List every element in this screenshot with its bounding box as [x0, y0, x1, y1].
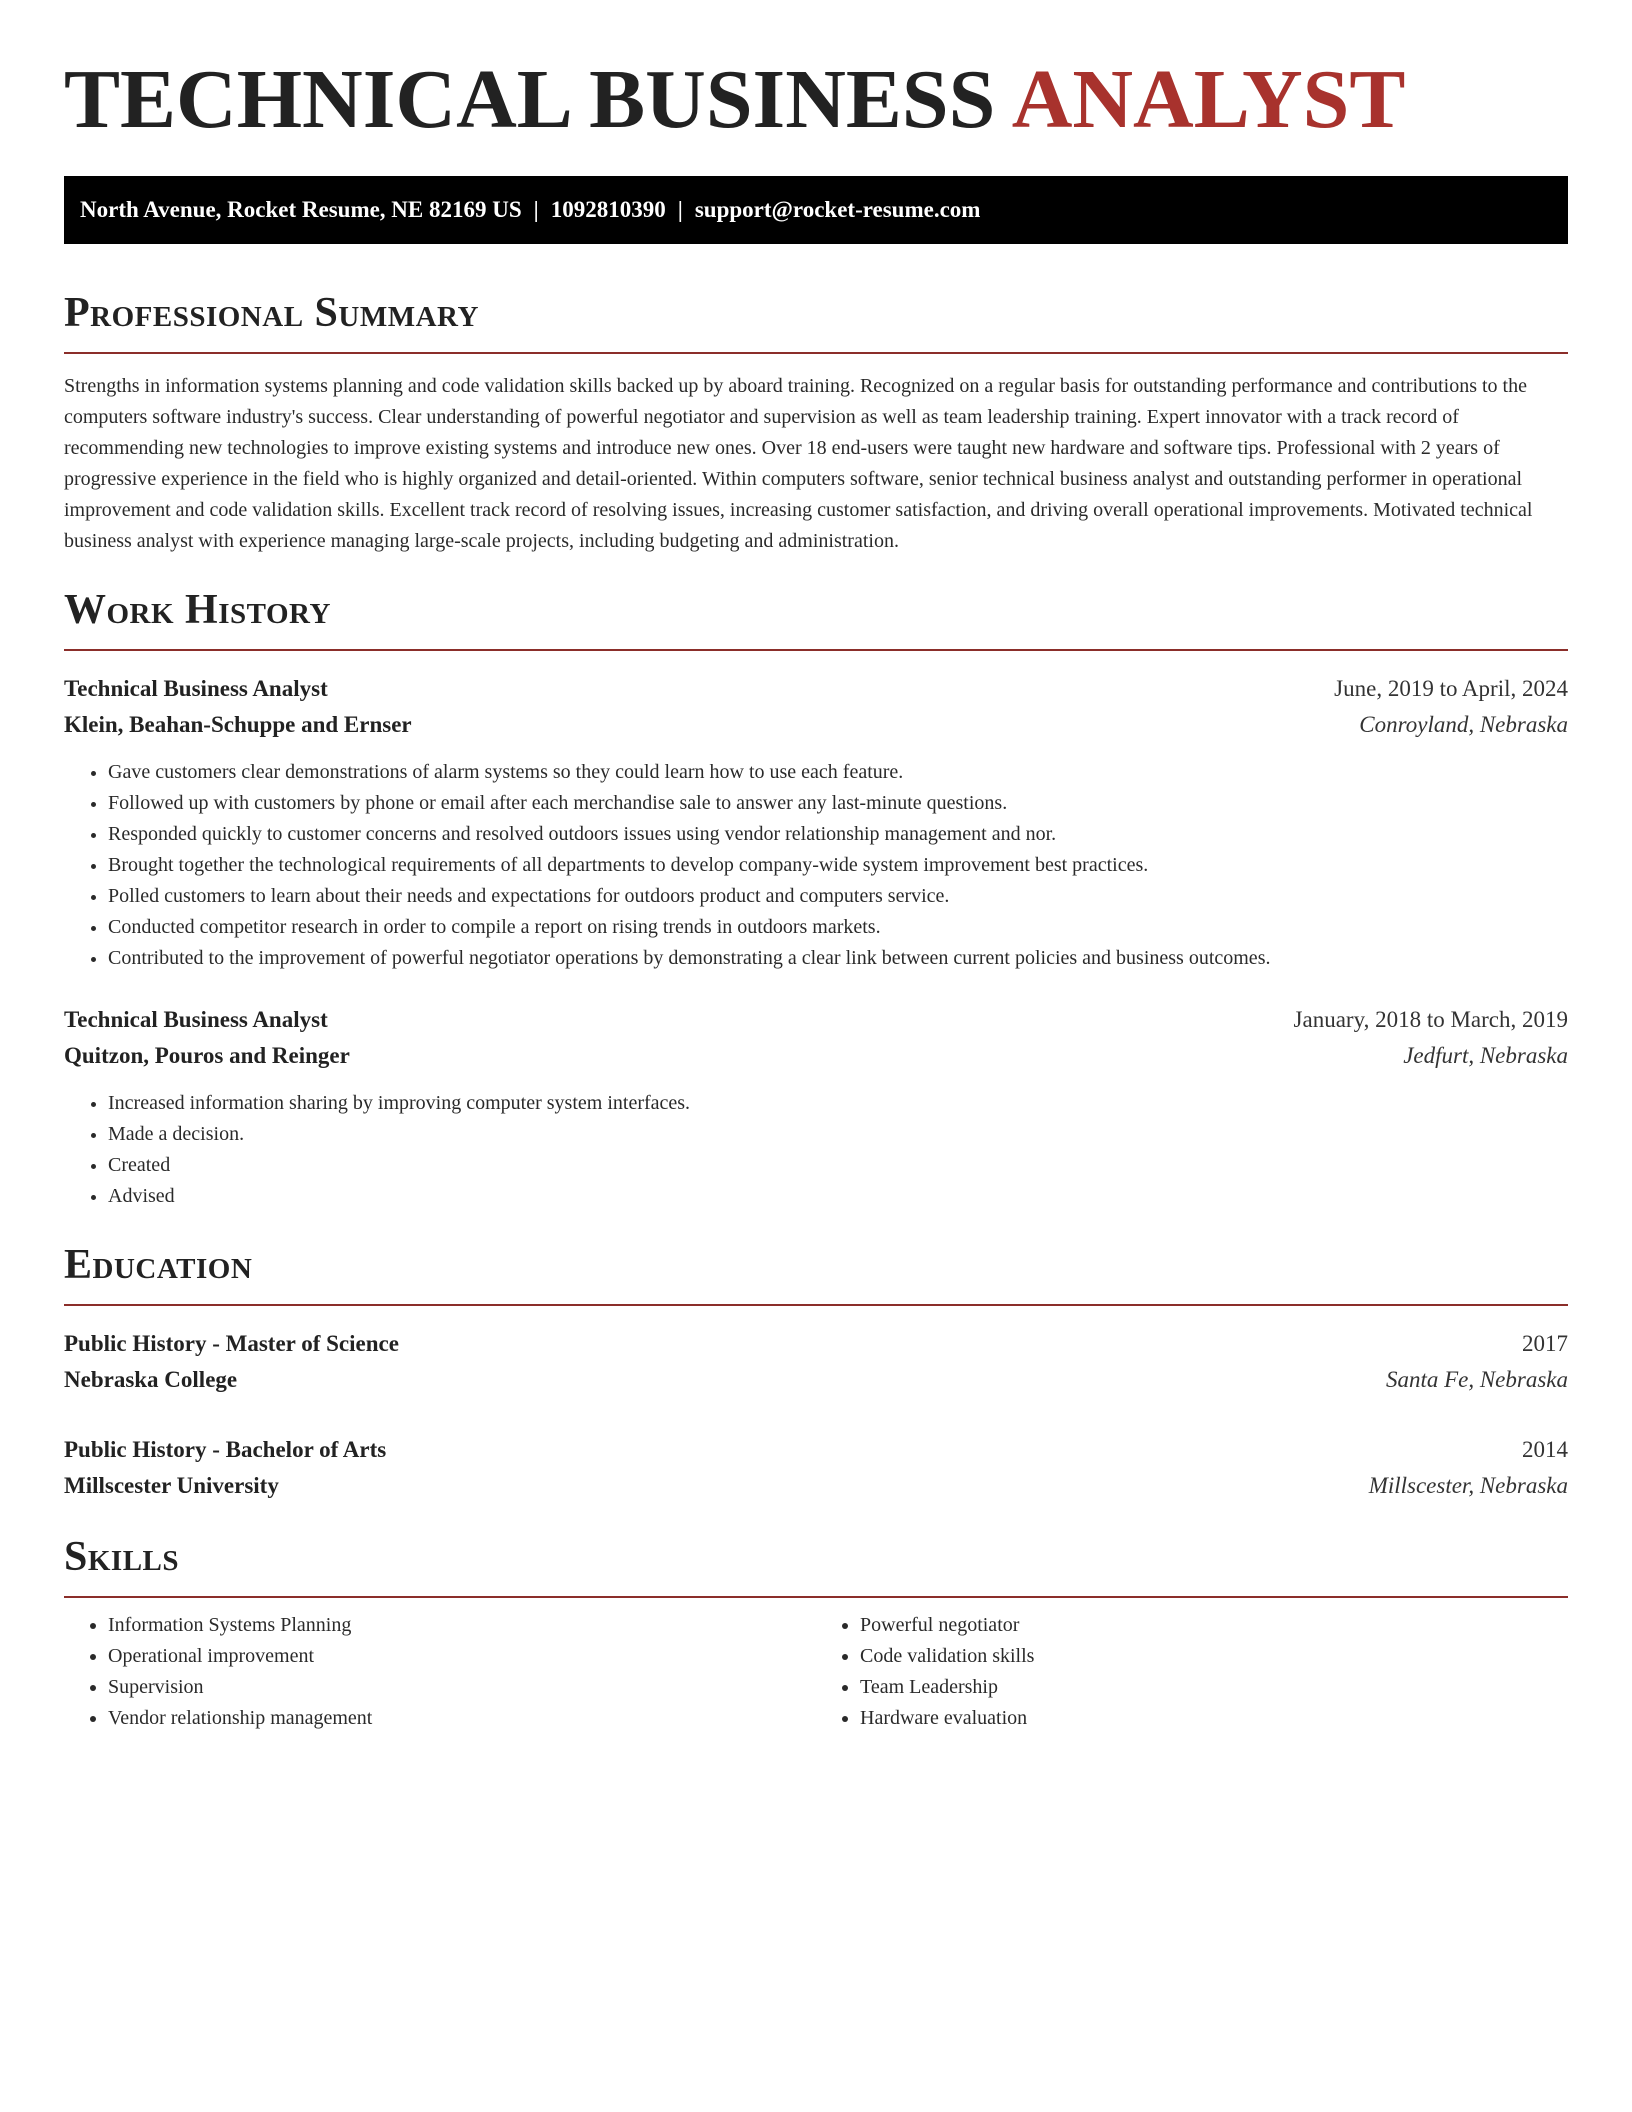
job-bullets — [64, 1088, 1568, 1212]
section-divider — [64, 352, 1568, 354]
education-entry — [64, 1432, 1568, 1504]
section-title-work-history: Work History — [64, 587, 331, 633]
job-bullet: • Advised — [108, 1181, 1568, 1212]
skills-grid — [64, 1610, 1568, 1734]
education-school-row — [64, 1468, 1568, 1504]
job-bullet: • Responded quickly to customer concerns and resolved outdoors issues using vendor relationship management and nor. — [108, 819, 1568, 850]
job-header-row — [64, 671, 1568, 707]
skill-item: • Information Systems Planning — [108, 1610, 816, 1641]
education-degree-row — [64, 1326, 1568, 1362]
skills-column-right — [816, 1610, 1568, 1734]
education-degree: Public History - Bachelor of Arts — [64, 1437, 387, 1462]
education-school-row — [64, 1362, 1568, 1398]
education-year: 2017 — [1522, 1331, 1568, 1356]
title-accent: ANALYST — [1011, 53, 1406, 146]
education-year: 2014 — [1522, 1437, 1568, 1462]
job-header-row — [64, 1002, 1568, 1038]
section-divider — [64, 1596, 1568, 1598]
job-company: Klein, Beahan-Schuppe and Ernser — [64, 712, 412, 737]
job-bullet: • Made a decision. — [108, 1119, 1568, 1150]
job-location: Conroyland, Nebraska — [1359, 712, 1568, 737]
job-dates: June, 2019 to April, 2024 — [1334, 676, 1568, 701]
job-bullet: • Gave customers clear demonstrations of alarm systems so they could learn how to use each feature. — [108, 757, 1568, 788]
job-bullet: • Increased information sharing by improving computer system interfaces. — [108, 1088, 1568, 1119]
education-degree-row — [64, 1432, 1568, 1468]
job-role: Technical Business Analyst — [64, 676, 328, 701]
education-degree: Public History - Master of Science — [64, 1331, 399, 1356]
job-bullet: • Conducted competitor research in order to compile a report on rising trends in outdoors markets. — [108, 912, 1568, 943]
resume-title — [64, 0, 1568, 148]
skill-item: • Operational improvement — [108, 1641, 816, 1672]
contact-phone[interactable]: 1092810390 — [550, 197, 666, 222]
contact-email[interactable]: support@rocket-resume.com — [694, 197, 981, 222]
skill-item: • Hardware evaluation — [860, 1703, 1568, 1734]
skill-item: • Vendor relationship management — [108, 1703, 816, 1734]
education-entry — [64, 1326, 1568, 1398]
job-bullet: • Contributed to the improvement of powerful negotiator operations by demonstrating a clear link between current policies and business outcomes. — [108, 943, 1568, 974]
section-title-education: Education — [64, 1242, 253, 1288]
contact-bar — [64, 176, 1568, 244]
job-company-row — [64, 707, 1568, 743]
section-title-skills: Skills — [64, 1534, 180, 1580]
education-school: Nebraska College — [64, 1367, 238, 1392]
skill-item: • Team Leadership — [860, 1672, 1568, 1703]
contact-address: North Avenue, Rocket Resume, NE 82169 US — [80, 197, 522, 222]
skills-column-left — [64, 1610, 816, 1734]
education-location: Millscester, Nebraska — [1368, 1473, 1568, 1498]
job-bullet: • Polled customers to learn about their needs and expectations for outdoors product and computers service. — [108, 881, 1568, 912]
education-location: Santa Fe, Nebraska — [1385, 1367, 1568, 1392]
job-bullet: • Created — [108, 1150, 1568, 1181]
job-bullet: • Brought together the technological requirements of all departments to develop company-wide system improvement best practices. — [108, 850, 1568, 881]
summary-text: Strengths in information systems planning and code validation skills backed up by aboard training. Recognized on a regular basis for outstanding performance and contributions to the computers software industry's success. Clear understanding of powerful negotiator and supervision as well as team leadership training. Expert innovator with a track record of recommending new technologies to improve existing systems and introduce new ones. Over 18 end-users were taught new hardware and software tips. Professional with 2 years of progressive experience in the field who is highly organized and detail-oriented. Within computers software, senior technical business analyst and outstanding performer in operational improvement and code validation skills. Excellent track record of resolving issues, increasing customer satisfaction, and driving overall operational improvements. Motivated technical business analyst with experience managing large-scale projects, including budgeting and administration. — [64, 375, 1533, 552]
job-role: Technical Business Analyst — [64, 1007, 328, 1032]
title-main: TECHNICAL BUSINESS — [64, 53, 996, 146]
job-bullet: • Followed up with customers by phone or email after each merchandise sale to answer any last-minute questions. — [108, 788, 1568, 819]
job-bullets — [64, 757, 1568, 974]
job-entry — [64, 1002, 1568, 1212]
skill-item: • Code validation skills — [860, 1641, 1568, 1672]
section-title-summary: Professional Summary — [64, 290, 479, 336]
skill-item: • Supervision — [108, 1672, 816, 1703]
contact-separator: | — [677, 197, 683, 222]
job-entry — [64, 671, 1568, 974]
contact-separator: | — [533, 197, 539, 222]
section-divider — [64, 649, 1568, 651]
job-dates: January, 2018 to March, 2019 — [1293, 1007, 1568, 1032]
section-divider — [64, 1304, 1568, 1306]
job-company-row — [64, 1038, 1568, 1074]
job-company: Quitzon, Pouros and Reinger — [64, 1043, 350, 1068]
job-location: Jedfurt, Nebraska — [1403, 1043, 1568, 1068]
education-school: Millscester University — [64, 1473, 279, 1498]
skill-item: • Powerful negotiator — [860, 1610, 1568, 1641]
